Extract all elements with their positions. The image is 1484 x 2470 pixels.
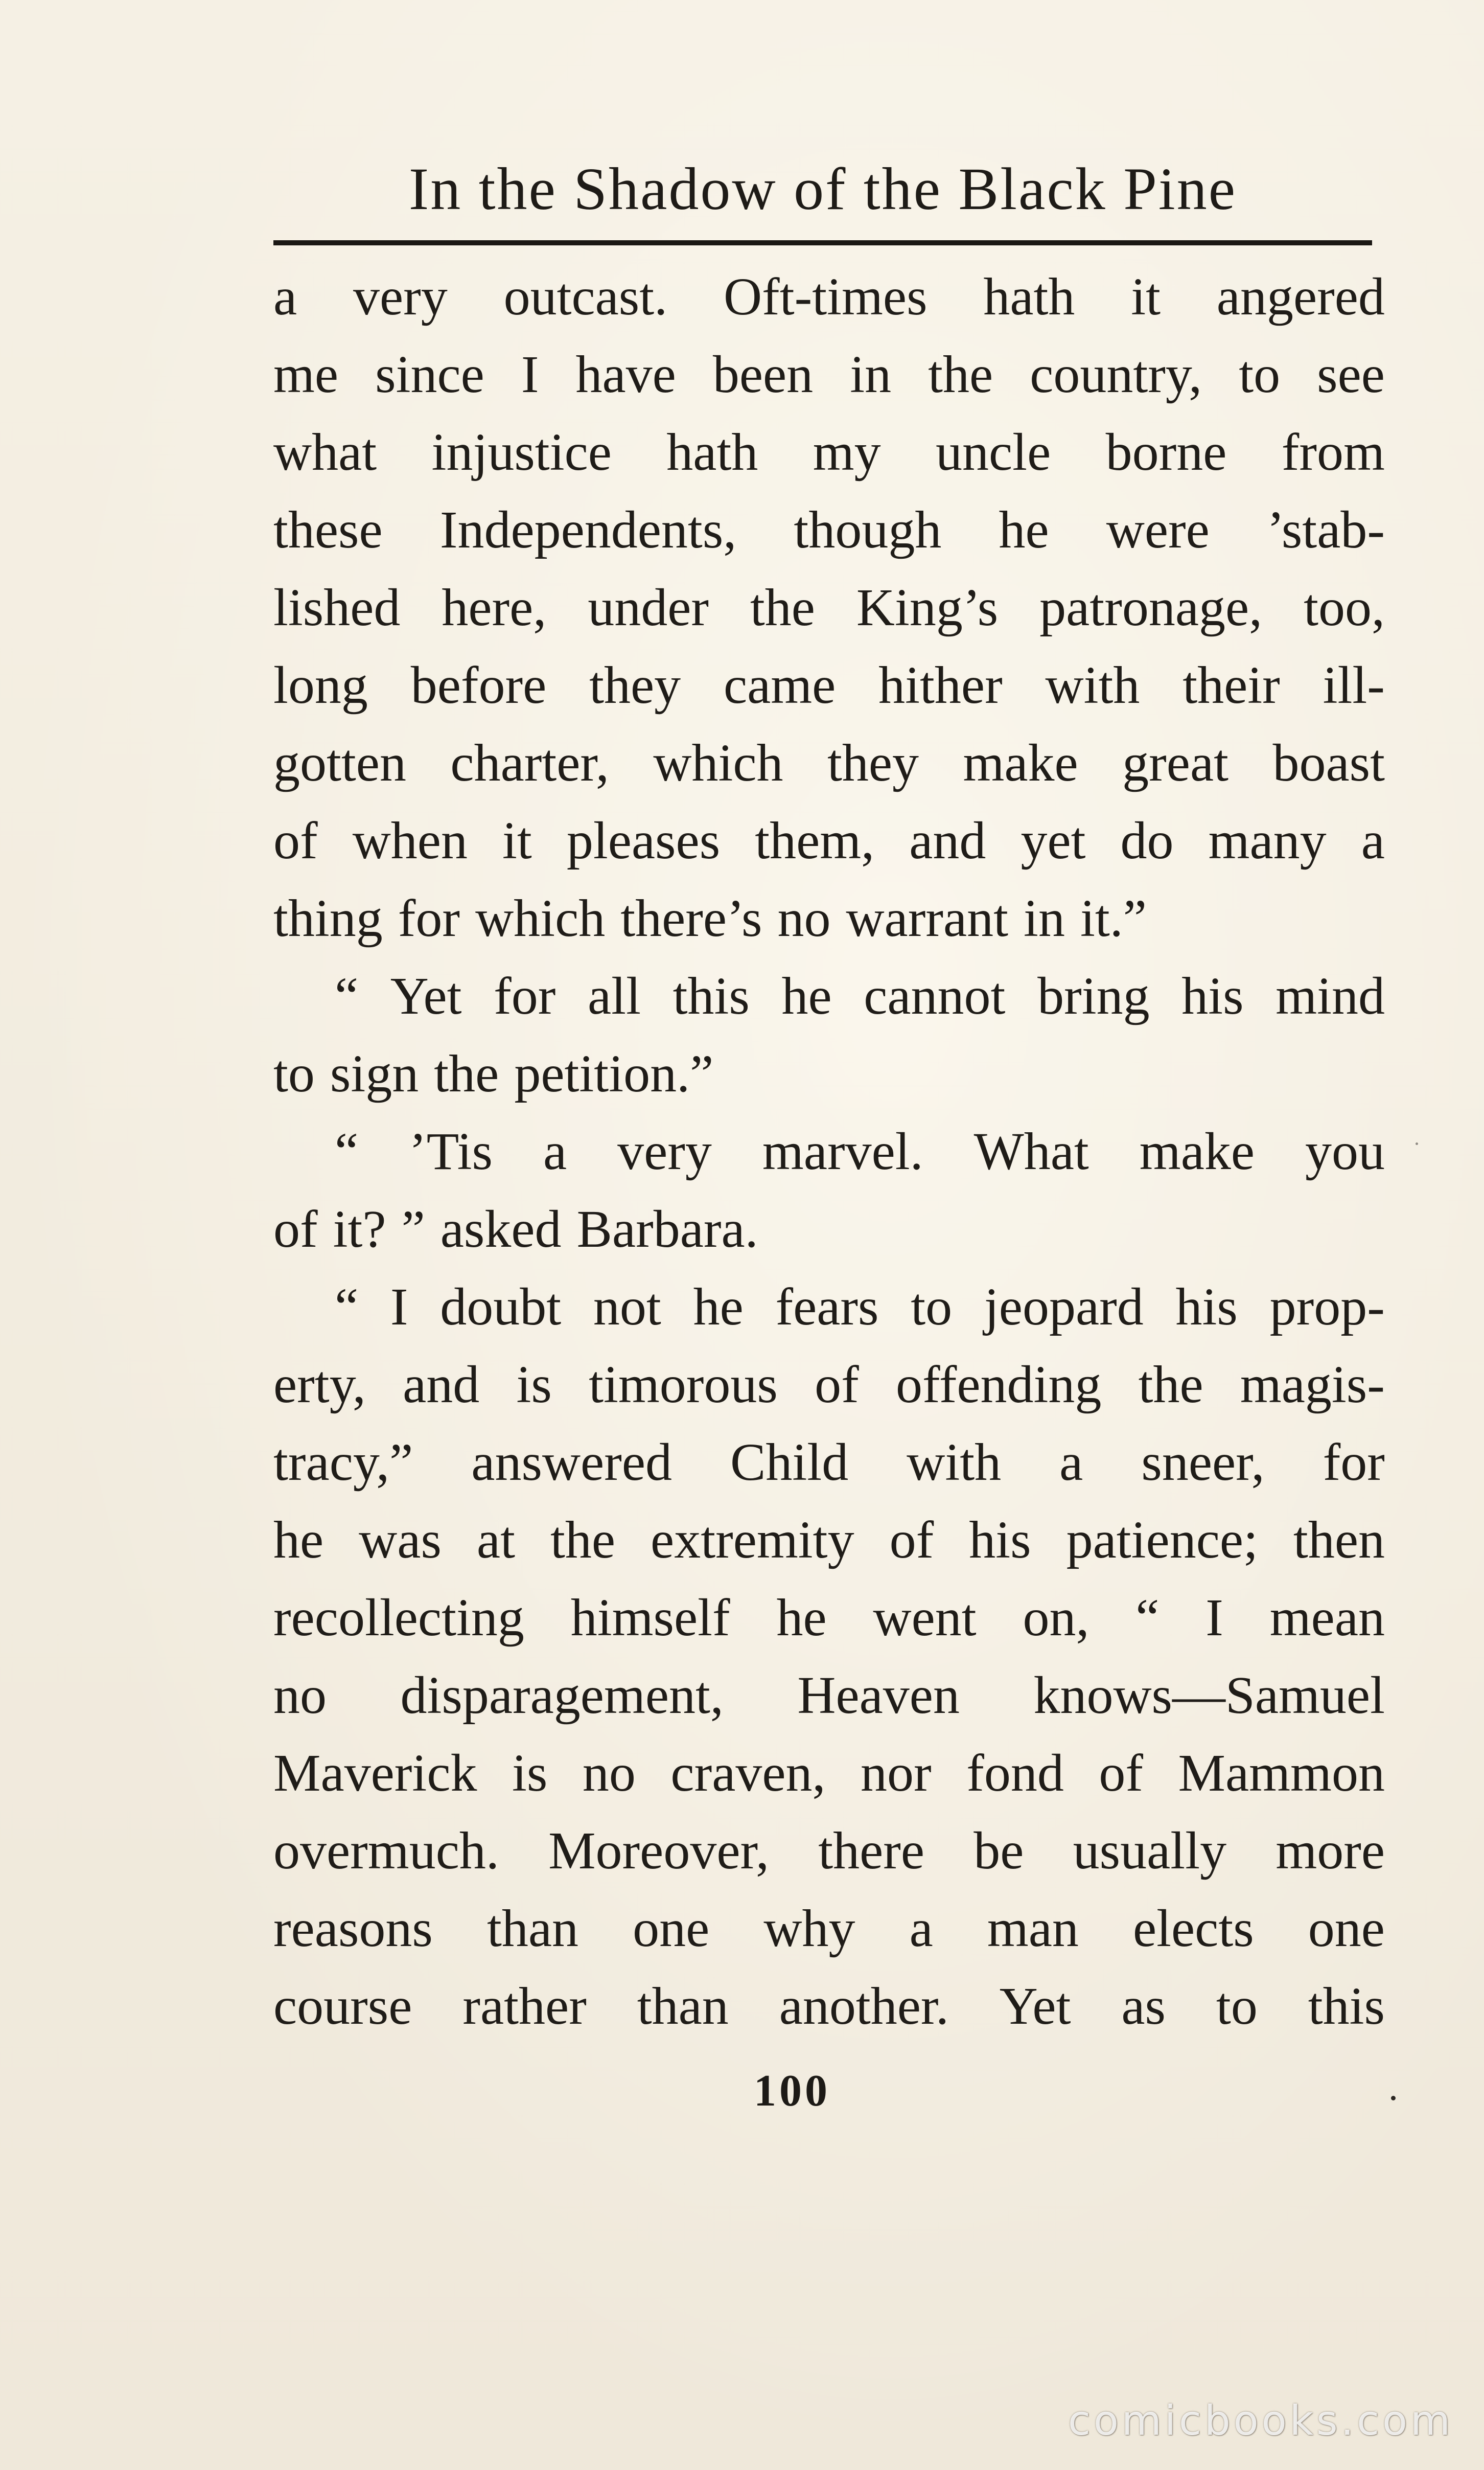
text-line: course rather than another. Yet as to this — [273, 1977, 1385, 2036]
text-line: me since I have been in the country, to see — [273, 345, 1385, 404]
text-line: gotten charter, which they make great boast — [273, 734, 1385, 792]
running-head: In the Shadow of the Black Pine — [408, 155, 1237, 222]
text-line: erty, and is timorous of offending the magis- — [273, 1355, 1385, 1414]
text-line: “ ’Tis a very marvel. What make you — [335, 1122, 1385, 1181]
text-line: of it? ” asked Barbara. — [273, 1200, 758, 1259]
text-line: these Independents, though he were ’stab- — [273, 500, 1385, 559]
text-line: no disparagement, Heaven knows—Samuel — [273, 1666, 1385, 1725]
head-rule — [273, 240, 1372, 245]
text-line: reasons than one why a man elects one — [273, 1899, 1385, 1958]
text-line: to sign the petition.” — [273, 1044, 714, 1103]
text-line: tracy,” answered Child with a sneer, for — [273, 1433, 1385, 1492]
page-number: 100 — [754, 2066, 830, 2116]
text-line: recollecting himself he went on, “ I mean — [273, 1588, 1385, 1647]
text-line: long before they came hither with their ill- — [273, 656, 1385, 715]
text-line: “ Yet for all this he cannot bring his mind — [335, 967, 1385, 1025]
text-line: Maverick is no craven, nor fond of Mammon — [273, 1744, 1385, 1802]
text-line: lished here, under the King’s patronage, too, — [273, 578, 1385, 637]
paper-speck — [1391, 2096, 1396, 2100]
text-line: what injustice hath my uncle borne from — [273, 423, 1385, 482]
body-text — [273, 258, 1385, 2045]
watermark: comicbooks.com — [1068, 2397, 1453, 2444]
text-line: he was at the extremity of his patience; then — [273, 1511, 1385, 1569]
paper-speck — [1416, 1142, 1418, 1145]
text-line: of when it pleases them, and yet do many a — [273, 811, 1385, 870]
text-line: thing for which there’s no warrant in it.” — [273, 889, 1147, 948]
text-line: overmuch. Moreover, there be usually more — [273, 1821, 1385, 1880]
text-line: “ I doubt not he fears to jeopard his prop- — [335, 1277, 1385, 1336]
text-line: a very outcast. Oft-times hath it angered — [273, 267, 1385, 326]
